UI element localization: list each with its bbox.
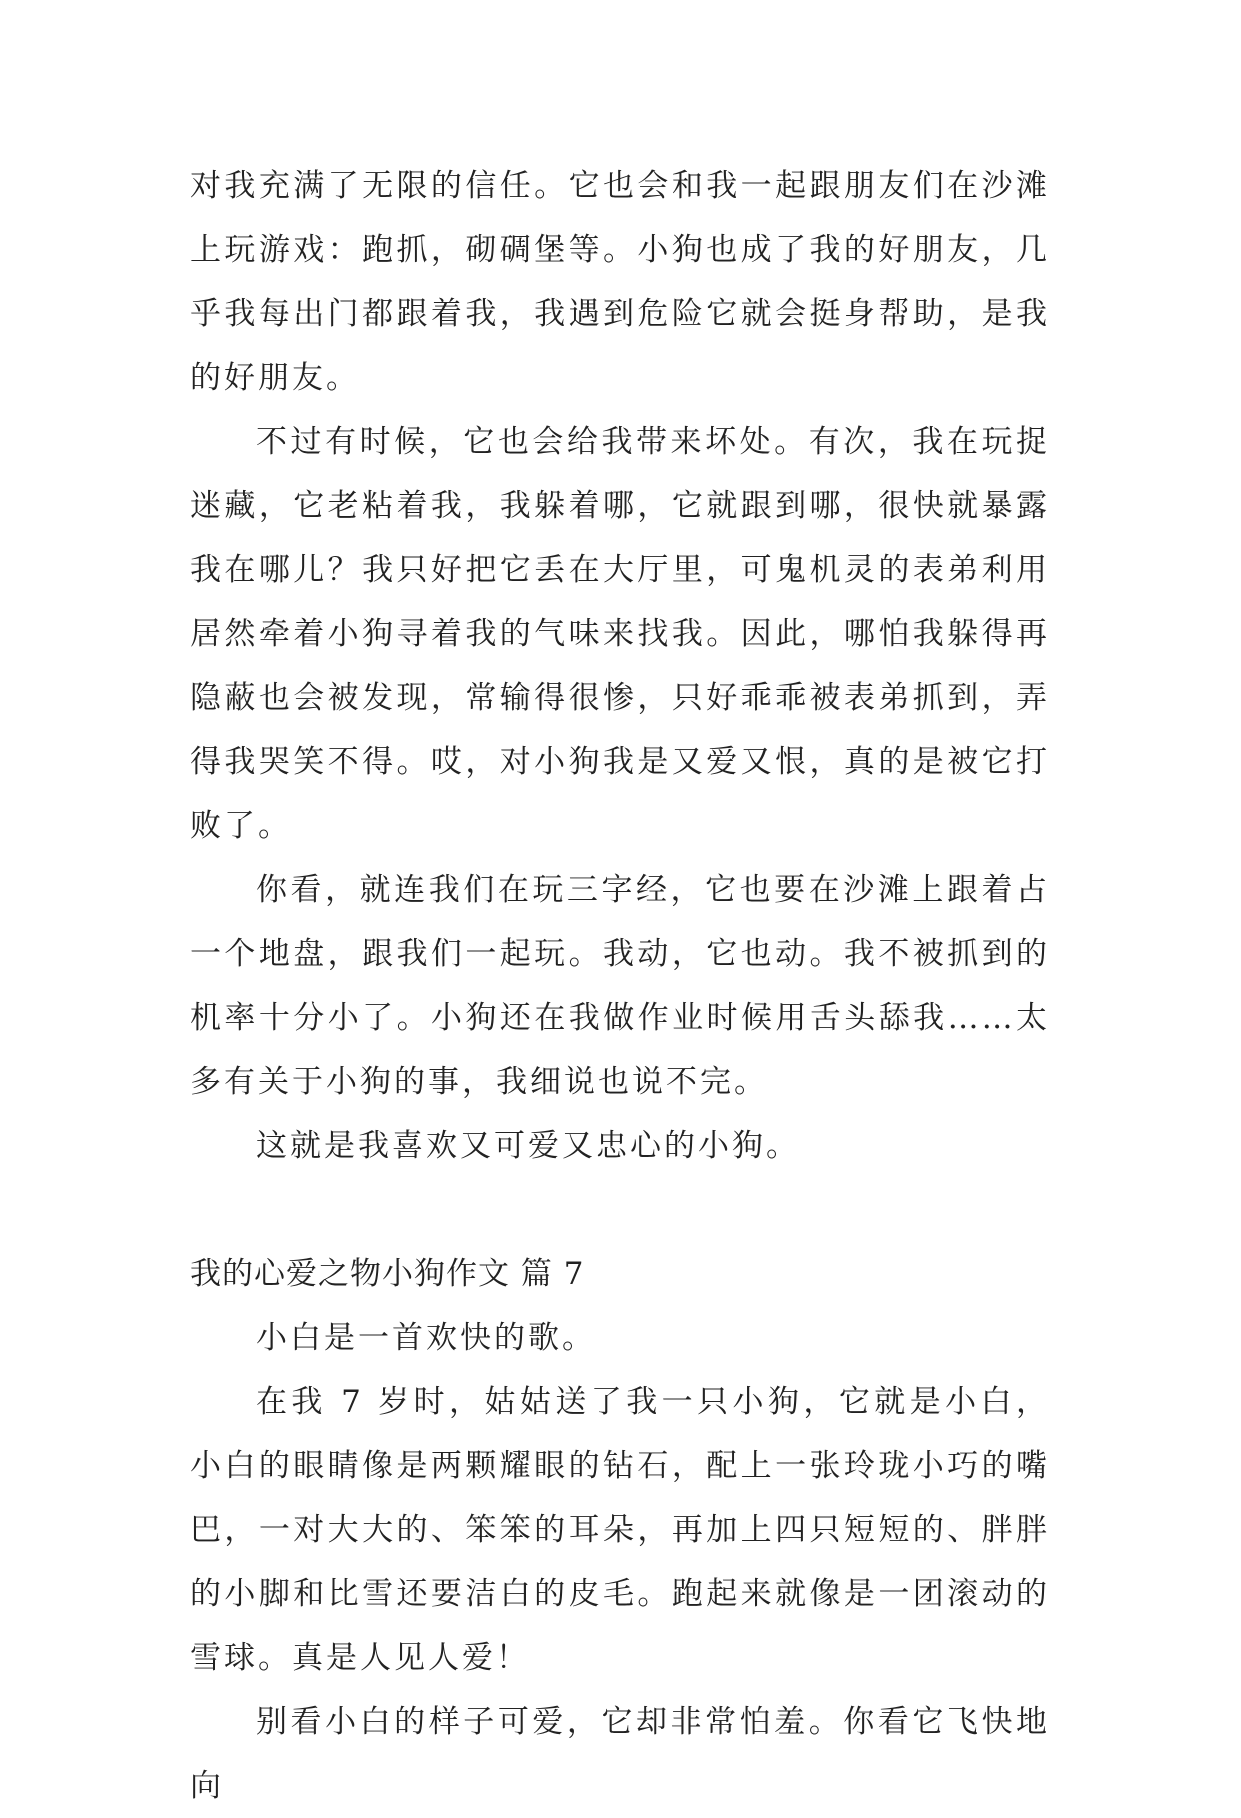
paragraph: 别看小白的样子可爱，它却非常怕羞。你看它飞快地向	[190, 1704, 1050, 1804]
paragraph: 在我 7 岁时，姑姑送了我一只小狗，它就是小白，小白的眼睛像是两颗耀眼的钻石，配上一张玲珑小巧的嘴巴，一对大大的、笨笨的耳朵，再加上四只短短的、胖胖的小脚和比雪还要洁白的皮毛。跑起来就像是一团滚动的雪球。真是人见人爱！	[190, 1384, 1050, 1676]
paragraph: 这就是我喜欢又可爱又忠心的小狗。	[256, 1128, 800, 1164]
paragraph: 小白是一首欢快的歌。	[256, 1320, 596, 1356]
paragraph: 对我充满了无限的信任。它也会和我一起跟朋友们在沙滩上玩游戏：跑抓，砌碉堡等。小狗也成了我的好朋友，几乎我每出门都跟着我，我遇到危险它就会挺身帮助，是我的好朋友。	[190, 168, 1050, 396]
paragraph: 你看，就连我们在玩三字经，它也要在沙滩上跟着占一个地盘，跟我们一起玩。我动，它也动。我不被抓到的机率十分小了。小狗还在我做作业时候用舌头舔我……太多有关于小狗的事，我细说也说不完。	[190, 872, 1050, 1100]
section-title: 我的心爱之物小狗作文 篇 7	[190, 1256, 585, 1292]
paragraph: 不过有时候，它也会给我带来坏处。有次，我在玩捉迷藏，它老粘着我，我躲着哪，它就跟到哪，很快就暴露我在哪儿？我只好把它丢在大厅里，可鬼机灵的表弟利用居然牵着小狗寻着我的气味来找我。因此，哪怕我躲得再隐蔽也会被发现，常输得很惨，只好乖乖被表弟抓到，弄得我哭笑不得。哎，对小狗我是又爱又恨，真的是被它打败了。	[190, 424, 1050, 844]
document-body	[190, 154, 1050, 1818]
